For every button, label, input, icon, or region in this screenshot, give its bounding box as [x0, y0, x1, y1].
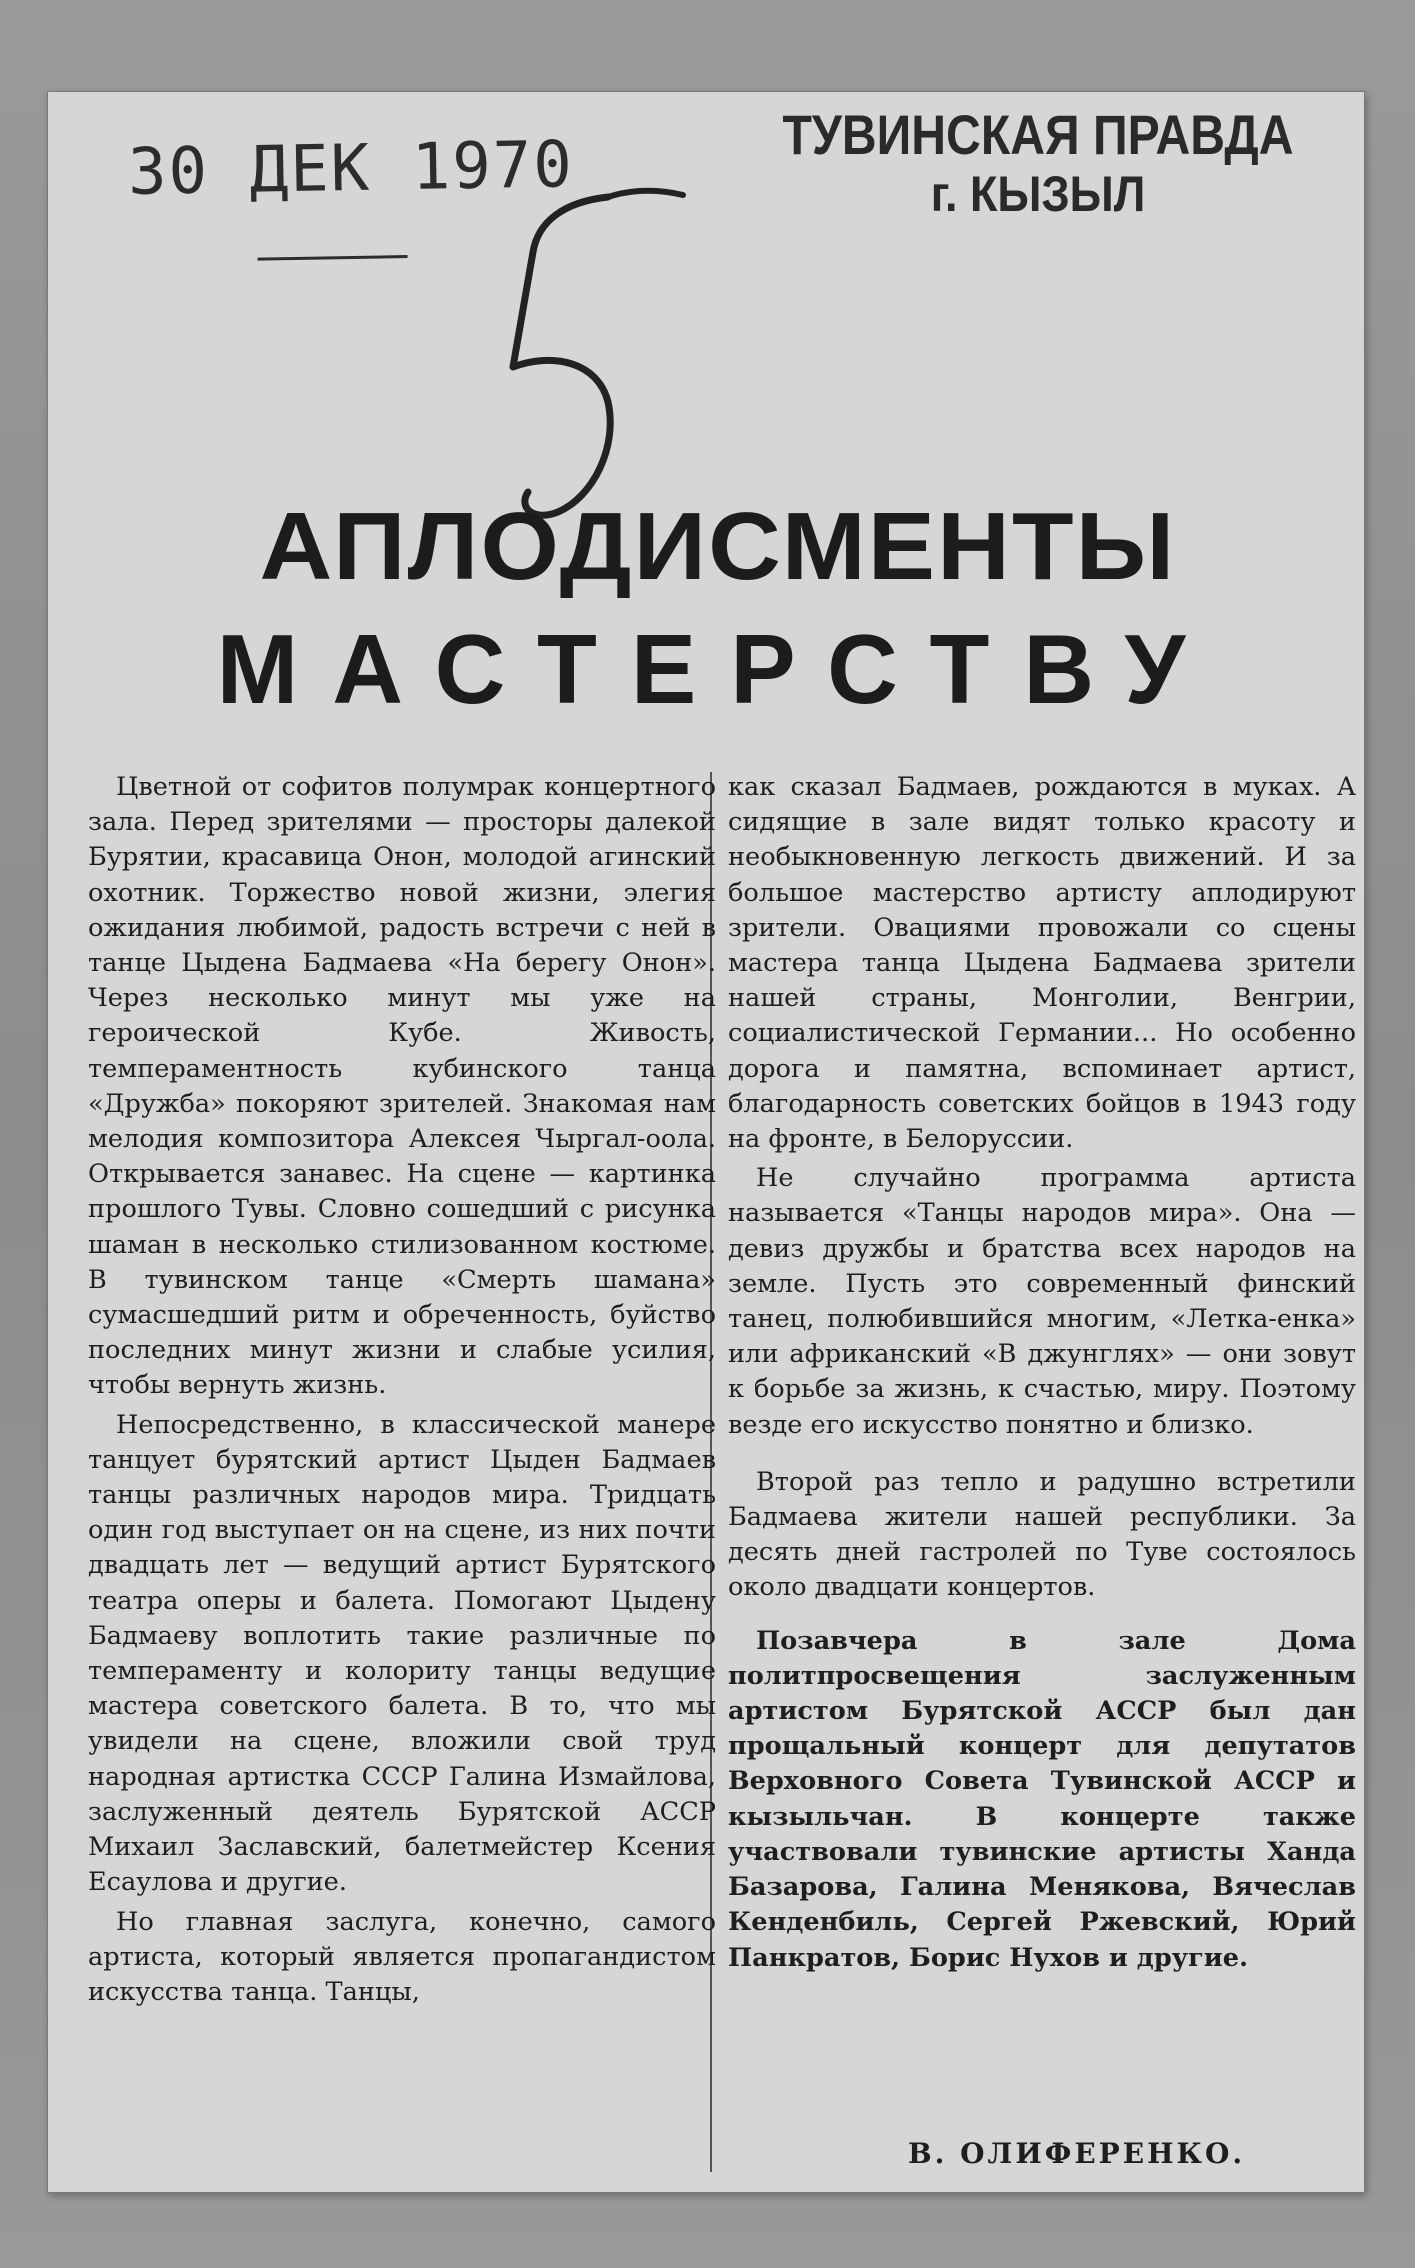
newspaper-stamp — [708, 102, 1368, 223]
paragraph-bold: Позавчера в зале Дома политпросвещения заслуженным артистом Бурятской АССР был дан прощальный концерт для депутатов Верховного Совета Тувинской АССР и кызыльчан. В концерте также участвовали тувинские артисты Ханда Базарова, Галина Менякова, Вячеслав Кенденбиль, Сергей Ржевский, Юрий Панкратов, Борис Нухов и другие. — [728, 1625, 1356, 1973]
paragraph: как сказал Бадмаев, рождаются в муках. А сидящие в зале видят только красоту и необыкновенную легкость движений. И за большое мастерство артисту аплодируют зрители. Овациями провожали со сцены мастера танца Цыдена Бадмаева зрители нашей страны, Монголии, Венгрии, социалистической Германии... Но особенно дорога и памятна, вспоминает артист, благодарность советских бойцов в 1943 году на фронте, в Белоруссии. — [728, 772, 1356, 1155]
newspaper-city: г. КЫЗЫЛ — [930, 166, 1146, 222]
article-headline — [108, 492, 1328, 728]
headline-line-2: МАСТЕРСТВУ — [216, 614, 1220, 724]
article-left-column — [88, 770, 716, 2010]
author-signature: В. ОЛИФЕРЕНКО. — [908, 2137, 1246, 2170]
newspaper-name: ТУВИНСКАЯ ПРАВДА — [782, 103, 1294, 166]
paragraph: Непосредственно, в классической манере танцует бурятский артист Цыден Бадмаев танцы различных народов мира. Тридцать один год выступает он на сцене, из них почти двадцать лет — ведущий артист Бурятского театра оперы и балета. Помогают Цыдену Бадмаеву воплотить такие различные по темпераменту и колориту танцы ведущие мастера советского балета. В то, что мы увидели на сцене, вложили свой труд народная артистка СССР Галина Измайлова, заслуженный деятель Бурятской АССР Михаил Заславский, балетмейстер Ксения Есаулова и другие. — [88, 1409, 716, 1898]
newspaper-clipping — [48, 92, 1364, 2192]
date-stamp-text: 30 ДЕК 1970 — [127, 128, 575, 210]
paragraph: Не случайно программа артиста называется «Танцы народов мира». Она — девиз дружбы и братства всех народов на земле. Пусть это современный финский танец, полюбившийся многим, «Летка-енка» или африканский «В джунглях» — они зовут к борьбе за жизнь, к счастью, миру. Поэтому везде его искусство понятно и близко. — [728, 1163, 1356, 1440]
article-right-column — [728, 770, 1356, 1976]
headline-line-1: АПЛОДИСМЕНТЫ — [259, 493, 1177, 600]
paragraph: Цветной от софитов полумрак концертного зала. Перед зрителями — просторы далекой Бурятии, красавица Онон, молодой агинский охотник. Торжество новой жизни, элегия ожидания любимой, радость встречи с ней в танце Цыдена Бадмаева «На берегу Онон». Через несколько минут мы уже на героической Кубе. Живость, темпераментность кубинского танца «Дружба» покоряют зрителей. Знакомая нам мелодия композитора Алексея Чыргал-оола. Открывается занавес. На сцене — картинка прошлого Тувы. Словно сошедший с рисунка шаман в несколько стилизованном костюме. В тувинском танце «Смерть шамана» сумасшедший ритм и обреченность, буйство последних минут жизни и слабые усилия, чтобы вернуть жизнь. — [88, 772, 716, 1401]
paragraph: Но главная заслуга, конечно, самого артиста, который является пропагандистом искусства танца. Танцы, — [88, 1906, 716, 2007]
date-stamp-underline — [258, 255, 408, 261]
paragraph: Второй раз тепло и радушно встретили Бадмаева жители нашей республики. За десять дней гастролей по Туве состоялось около двадцати концертов. — [728, 1466, 1356, 1603]
